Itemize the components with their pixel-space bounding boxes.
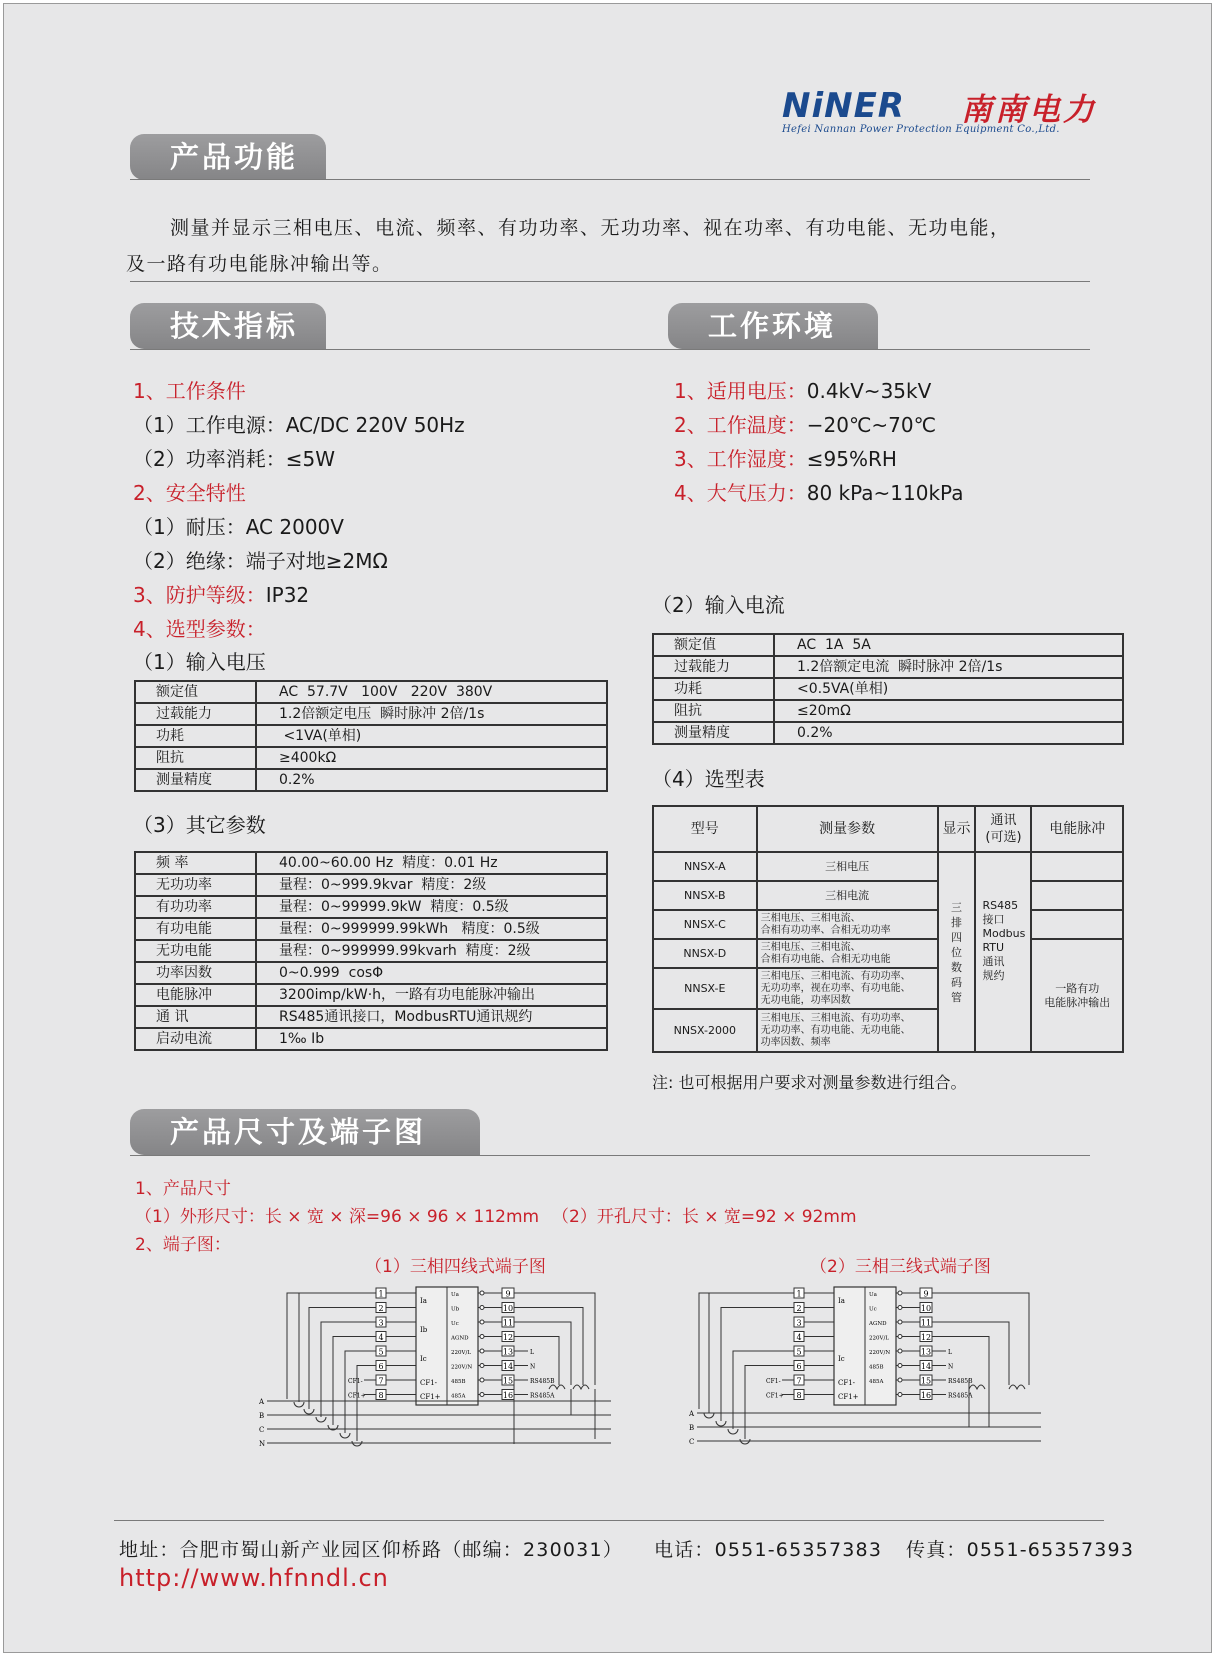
row-value: 量程：0~999999.99kvarh 精度：2级	[256, 940, 607, 962]
terminal-number: 3	[796, 1318, 802, 1328]
env-value: ≤95%RH	[806, 447, 897, 471]
model-cell: NNSX-E	[653, 968, 757, 1009]
terminal-dot	[898, 1306, 902, 1310]
header-display: 显示	[938, 806, 976, 852]
tech-item-withstand: （1）耐压：AC 2000V	[133, 515, 344, 539]
terminal-dot	[480, 1306, 484, 1310]
row-value: 1‰ Ib	[256, 1028, 607, 1050]
row-label: 阻抗	[653, 700, 774, 722]
selection-header-row	[653, 806, 1123, 852]
header-pulse: 电能脉冲	[1031, 806, 1123, 852]
terminal-number: 15	[920, 1376, 932, 1386]
ct-coil	[316, 1417, 326, 1422]
section-tech-heading: 技术指标	[130, 303, 326, 349]
params-cell: 三相电压、三相电流、 合相有功功率、合相无功功率	[757, 910, 938, 939]
current-wire	[299, 1293, 376, 1402]
dims-heading-1: 1、产品尺寸	[135, 1179, 231, 1199]
inner-label: Ib	[420, 1326, 428, 1334]
table-row	[135, 896, 607, 918]
comm-cell: RS485 接口 Modbus RTU 通讯 规约	[975, 852, 1031, 1052]
row-value: 1.2倍额定电流 瞬时脉冲 2倍/1s	[774, 656, 1123, 678]
inner-label: CF1-	[838, 1379, 856, 1387]
tech-item-consumption: （2）功率消耗：≤5W	[133, 447, 335, 471]
coil	[573, 1385, 589, 1389]
row-label: 阻抗	[135, 747, 256, 769]
ct-coil	[304, 1409, 314, 1414]
terminal-number: 13	[502, 1347, 514, 1357]
divider	[130, 349, 1090, 350]
env-label: 2、工作温度：	[674, 413, 807, 437]
function-line-2: 及一路有功电能脉冲输出等。	[126, 253, 393, 275]
pulse-cell-empty	[1031, 910, 1123, 939]
terminal-dot	[898, 1364, 902, 1368]
inner-label: 220V/N	[869, 1350, 891, 1356]
outer-label: CF1+	[766, 1392, 784, 1400]
terminal-number: 12	[920, 1333, 932, 1342]
env-label: 3、工作湿度：	[674, 447, 807, 471]
params-cell: 三相电压、三相电流、有功功率、 无功功率、有功电能、无功电能、 功率因数、频率	[757, 1009, 938, 1052]
terminal-dot	[480, 1320, 484, 1324]
selection-row	[653, 881, 1123, 910]
inner-label: AGND	[451, 1335, 469, 1342]
selection-row	[653, 910, 1123, 939]
current-wire	[733, 1351, 794, 1429]
coil	[1009, 1385, 1025, 1389]
table-row	[135, 1028, 607, 1050]
env-value: −20℃~70℃	[806, 413, 937, 437]
row-label: 测量精度	[135, 769, 256, 791]
terminal-number: 5	[378, 1347, 384, 1357]
outer-label: N	[948, 1363, 954, 1371]
terminal-number: 2	[796, 1304, 802, 1313]
coil	[549, 1385, 565, 1389]
input-current-table	[652, 633, 1124, 745]
terminal-number: 1	[796, 1289, 802, 1299]
inner-label: 220V/N	[451, 1364, 473, 1371]
row-value: 0.2%	[256, 769, 607, 791]
inner-label: Ua	[869, 1292, 877, 1298]
row-label: 额定值	[653, 634, 774, 656]
other-params-table-body	[135, 852, 607, 1050]
env-list	[674, 378, 963, 506]
ct-coil	[340, 1433, 350, 1438]
inner-label: Ua	[451, 1292, 459, 1298]
row-value: AC 57.7V 100V 220V 380V	[256, 681, 607, 703]
terminal-number: 7	[378, 1376, 384, 1386]
terminal-number: 12	[502, 1333, 514, 1342]
row-value: 0~0.999 cosΦ	[256, 962, 607, 984]
inner-label: 485A	[869, 1379, 884, 1385]
terminal-number: 10	[502, 1304, 514, 1313]
table-row	[135, 769, 607, 791]
section-env-heading: 工作环境	[668, 303, 878, 349]
env-item-pressure	[674, 480, 963, 506]
row-label: 启动电流	[135, 1028, 256, 1050]
outer-label: L	[530, 1349, 534, 1356]
table-row	[135, 940, 607, 962]
footer-website-link[interactable]: http://www.hfnndl.cn	[119, 1564, 389, 1592]
terminal-number: 9	[923, 1289, 929, 1299]
row-label: 功率因数	[135, 962, 256, 984]
current-subheading: （2）输入电流	[652, 593, 785, 617]
divider	[130, 1155, 1090, 1156]
table-row	[653, 722, 1123, 744]
params-cell: 三相电压、三相电流、 合相有功电能、合相无功电能	[757, 939, 938, 968]
table-row	[135, 747, 607, 769]
voltage-wire	[514, 1308, 583, 1386]
table-row	[135, 874, 607, 896]
header-model: 型号	[653, 806, 757, 852]
terminal-dot	[898, 1291, 902, 1295]
terminal-dot	[480, 1349, 484, 1353]
inner-label: CF1+	[420, 1393, 441, 1401]
inner-label: CF1-	[420, 1379, 438, 1387]
row-label: 频 率	[135, 852, 256, 874]
env-item-voltage	[674, 378, 963, 404]
tech-item-power: （1）工作电源：AC/DC 220V 50Hz	[133, 413, 465, 437]
outer-label: RS485A	[948, 1392, 973, 1400]
terminal-number: 11	[502, 1318, 514, 1328]
tech-heading-1: 1、工作条件	[133, 379, 246, 403]
row-value: RS485通讯接口，ModbusRTU通讯规约	[256, 1006, 607, 1028]
terminal-number: 10	[920, 1304, 932, 1313]
selection-table	[652, 805, 1124, 1053]
protection-value: IP32	[265, 583, 310, 607]
env-item-temperature	[674, 412, 963, 438]
voltage-wire	[932, 1293, 1029, 1385]
inner-label: Ub	[451, 1306, 460, 1313]
row-label: 电能脉冲	[135, 984, 256, 1006]
brand-name-en: Hefei Nannan Power Protection Equipment Co.,Ltd.	[782, 124, 1060, 135]
diagram2-title: （2）三相三线式端子图	[810, 1257, 991, 1277]
inner-label: 485B	[451, 1379, 466, 1385]
row-label: 有功电能	[135, 918, 256, 940]
terminal-number: 7	[796, 1376, 802, 1386]
terminal-number: 2	[378, 1304, 384, 1313]
row-value: ≤20mΩ	[774, 700, 1123, 722]
row-value: AC 1A 5A	[774, 634, 1123, 656]
other-params-table	[134, 851, 608, 1051]
row-label: 通 讯	[135, 1006, 256, 1028]
wiring-diagram-three-phase-four-wire	[259, 1279, 649, 1509]
row-label: 过载能力	[653, 656, 774, 678]
bus-label: C	[689, 1438, 695, 1446]
footer-address: 地址：合肥市蜀山新产业园区仰桥路（邮编：230031）	[119, 1539, 623, 1561]
terminal-dot	[480, 1291, 484, 1295]
terminal-number: 6	[378, 1362, 384, 1371]
tech-item-insulation: （2）绝缘：端子对地≥2MΩ	[133, 549, 388, 573]
brand-logo: NiNER	[782, 86, 905, 126]
row-label: 无功功率	[135, 874, 256, 896]
env-label: 1、适用电压：	[674, 379, 807, 403]
terminal-number: 5	[796, 1347, 802, 1357]
pulse-cell: 一路有功 电能脉冲输出	[1031, 939, 1123, 1052]
dims-outer-size: （1）外形尺寸：长 × 宽 × 深=96 × 96 × 112mm	[135, 1207, 540, 1227]
row-label: 功耗	[653, 678, 774, 700]
inner-label: 220V/L	[869, 1335, 889, 1342]
table-row	[135, 852, 607, 874]
other-params-subheading: （3）其它参数	[133, 813, 266, 837]
bus-label: B	[689, 1424, 695, 1432]
section-dims-heading: 产品尺寸及端子图	[130, 1109, 480, 1155]
dims-cutout-size: （2）开孔尺寸：长 × 宽=92 × 92mm	[552, 1207, 857, 1227]
row-value: 3200imp/kW·h，一路有功电能脉冲输出	[256, 984, 607, 1006]
model-cell: NNSX-2000	[653, 1009, 757, 1052]
terminal-number: 13	[920, 1347, 932, 1357]
protection-label: 3、防护等级：	[133, 583, 266, 607]
params-cell: 三相电流	[757, 881, 938, 910]
outer-label: CF1-	[766, 1378, 781, 1385]
terminal-number: 4	[796, 1333, 802, 1342]
terminal-dot	[480, 1393, 484, 1397]
selection-row	[653, 939, 1123, 968]
row-label: 无功电能	[135, 940, 256, 962]
table-row	[135, 681, 607, 703]
outer-label: CF1+	[348, 1392, 366, 1400]
table-row	[135, 725, 607, 747]
row-label: 过载能力	[135, 703, 256, 725]
inner-label: CF1+	[838, 1393, 859, 1401]
inner-label: Ic	[420, 1355, 427, 1363]
terminal-number: 11	[920, 1318, 932, 1328]
footer-fax: 传真：0551-65357393	[906, 1539, 1135, 1561]
display-cell: 三 排 四 位 数 码 管	[938, 852, 976, 1052]
table-row	[135, 918, 607, 940]
tech-heading-2: 2、安全特性	[133, 481, 246, 505]
table-row	[135, 703, 607, 725]
terminal-number: 9	[505, 1289, 511, 1299]
dims-heading-2: 2、端子图：	[135, 1235, 231, 1255]
outer-label: RS485B	[530, 1378, 555, 1385]
row-value: 0.2%	[774, 722, 1123, 744]
terminal-number: 16	[502, 1391, 514, 1400]
table-row	[653, 678, 1123, 700]
tech-heading-4: 4、选型参数：	[133, 617, 266, 641]
tech-heading-3	[133, 582, 309, 608]
header-comm: 通讯 (可选)	[975, 806, 1031, 852]
current-wire	[357, 1366, 376, 1442]
env-label: 4、大气压力：	[674, 481, 807, 505]
outer-label: RS485A	[530, 1392, 555, 1400]
row-label: 额定值	[135, 681, 256, 703]
brochure-page	[3, 3, 1212, 1653]
input-voltage-table	[134, 680, 608, 792]
ct-coil	[728, 1429, 738, 1434]
row-value: 量程：0~999999.99kWh 精度：0.5级	[256, 918, 607, 940]
env-value: 80 kPa~110kPa	[806, 481, 964, 505]
model-cell: NNSX-B	[653, 881, 757, 910]
pulse-cell-empty	[1031, 881, 1123, 910]
bus-label: C	[259, 1426, 265, 1434]
terminal-dot	[898, 1335, 902, 1339]
inner-label: Uc	[451, 1321, 459, 1327]
table-row	[653, 634, 1123, 656]
terminal-dot	[480, 1378, 484, 1382]
diagram1-title: （1）三相四线式端子图	[365, 1257, 546, 1277]
row-label: 功耗	[135, 725, 256, 747]
selection-note: 注: 也可根据用户要求对测量参数进行组合。	[652, 1073, 967, 1092]
input-current-table-body	[653, 634, 1123, 744]
row-label: 有功功率	[135, 896, 256, 918]
row-value: <0.5VA(单相)	[774, 678, 1123, 700]
row-value: 量程：0~999.9kvar 精度：2级	[256, 874, 607, 896]
outer-label: CF1-	[348, 1378, 363, 1385]
divider	[130, 179, 1090, 180]
voltage-wire	[932, 1322, 1009, 1385]
terminal-dot	[480, 1364, 484, 1368]
terminal-dot	[480, 1335, 484, 1339]
params-cell: 三相电压	[757, 852, 938, 881]
terminal-number: 14	[920, 1362, 932, 1371]
outer-label: L	[948, 1349, 952, 1356]
wiring-diagram-three-phase-three-wire	[689, 1279, 1099, 1509]
current-wire	[309, 1308, 376, 1410]
inner-label: AGND	[869, 1321, 887, 1327]
row-label: 测量精度	[653, 722, 774, 744]
model-cell: NNSX-D	[653, 939, 757, 968]
table-row	[135, 962, 607, 984]
terminal-number: 6	[796, 1362, 802, 1371]
model-cell: NNSX-A	[653, 852, 757, 881]
inner-label: Uc	[869, 1306, 877, 1313]
current-wire	[721, 1308, 794, 1422]
voltage-wire	[514, 1322, 571, 1385]
function-description	[126, 210, 1090, 282]
terminal-dot	[898, 1349, 902, 1353]
terminal-dot	[898, 1378, 902, 1382]
inner-label: 220V/L	[451, 1350, 471, 1356]
selection-row	[653, 852, 1123, 881]
function-line-1: 测量并显示三相电压、电流、频率、有功功率、无功功率、视在功率、有功电能、无功电能，	[170, 217, 1011, 239]
header-params: 测量参数	[757, 806, 938, 852]
outer-label: RS485B	[948, 1378, 973, 1385]
divider	[114, 1520, 1104, 1521]
pulse-cell-empty	[1031, 852, 1123, 881]
terminal-number: 16	[920, 1391, 932, 1400]
env-value: 0.4kV~35kV	[806, 379, 932, 403]
table-row	[135, 984, 607, 1006]
bus-label: A	[259, 1398, 265, 1406]
row-value: ≥400kΩ	[256, 747, 607, 769]
terminal-dot	[898, 1320, 902, 1324]
voltage-subheading: （1）输入电压	[133, 650, 266, 674]
terminal-number: 8	[378, 1391, 384, 1400]
row-value: 量程：0~99999.9kW 精度：0.5级	[256, 896, 607, 918]
bus-label: B	[259, 1412, 265, 1420]
table-row	[653, 656, 1123, 678]
terminal-number: 1	[378, 1289, 384, 1299]
bus-label: A	[689, 1410, 695, 1418]
coil	[969, 1385, 985, 1389]
inner-label: Ia	[420, 1297, 427, 1305]
terminal-dot	[898, 1393, 902, 1397]
outer-label: N	[530, 1363, 536, 1371]
terminal-number: 15	[502, 1376, 514, 1386]
table-row	[653, 700, 1123, 722]
ct-coil	[704, 1413, 714, 1418]
params-cell: 三相电压、三相电流、有功功率、 无功功率，视在功率、有功电能、 无功电能，功率因数	[757, 968, 938, 1009]
terminal-number: 4	[378, 1333, 384, 1342]
table-row	[135, 1006, 607, 1028]
env-item-humidity	[674, 446, 963, 472]
current-wire	[745, 1366, 794, 1440]
ct-coil	[716, 1421, 726, 1426]
terminal-number: 3	[378, 1318, 384, 1328]
selection-subheading: （4）选型表	[652, 767, 765, 791]
ct-coil	[294, 1402, 304, 1407]
bus-label: N	[259, 1440, 266, 1448]
inner-label: 485B	[869, 1364, 884, 1371]
row-value: 40.00~60.00 Hz 精度：0.01 Hz	[256, 852, 607, 874]
row-value: 1.2倍额定电压 瞬时脉冲 2倍/1s	[256, 703, 607, 725]
terminal-number: 8	[796, 1391, 802, 1400]
divider	[130, 281, 1090, 282]
model-cell: NNSX-C	[653, 910, 757, 939]
inner-label: 485A	[451, 1393, 466, 1400]
section-function-heading: 产品功能	[130, 134, 326, 180]
terminal-number: 14	[502, 1362, 514, 1371]
brand-name-cn: 南南电力	[961, 92, 1097, 128]
row-value: <1VA(单相)	[256, 725, 607, 747]
footer-phone: 电话：0551-65357383	[654, 1539, 883, 1561]
inner-label: Ia	[838, 1297, 845, 1305]
inner-label: Ic	[838, 1355, 845, 1363]
input-voltage-table-body	[135, 681, 607, 791]
